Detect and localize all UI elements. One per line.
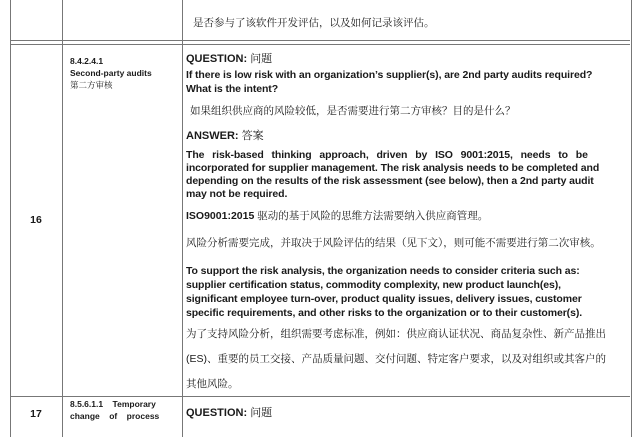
row-17-question-label: QUESTION:	[186, 407, 248, 419]
answer-label-zh: 答案	[241, 130, 264, 142]
row-16-number: 16	[30, 214, 42, 226]
row-17-question-label-zh: 问题	[250, 407, 273, 419]
answer-en-line1: The risk-based thinking approach, driven by ISO 9001:2015, needs to be	[186, 149, 588, 161]
iso-line	[186, 208, 488, 223]
question-zh: 如果组织供应商的风险较低，是否需要进行第二方审核？目的是什么？	[190, 105, 516, 117]
answer-en-line3: depending on the results of the risk assessment (see below), then a 2nd party audit	[186, 175, 594, 187]
support-en-line1: To support the risk analysis, the organization needs to consider criteria such as:	[186, 265, 580, 277]
question-en-line1: If there is low risk with an organization’s supplier(s), are 2nd party audits required?	[186, 69, 593, 81]
iso-prefix: ISO9001:2015	[186, 210, 255, 222]
question-label-zh: 问题	[250, 53, 273, 65]
answer-en-line2: incorporated for supplier management. The risk analysis needs to be completed and	[186, 162, 600, 174]
answer-en-line4: may not be required.	[186, 188, 288, 200]
risk-analysis-zh: 风险分析需要完成，并取决于风险评估的结果（见下文），则可能不需要进行第二次审核。	[186, 237, 601, 249]
clause-title-zh: 第二方审核	[70, 80, 113, 90]
table-border-right	[631, 0, 632, 437]
support-en-line3: significant employee turn-over, product quality issues, delivery issues, customer	[186, 293, 582, 305]
row-divider-top-inner	[10, 44, 630, 45]
support-zh-line3: 其他风险。	[186, 378, 239, 390]
support-en-line2: supplier certification status, commodity complexity, new product launch(es),	[186, 279, 561, 291]
question-heading	[186, 50, 272, 66]
support-zh-line1: 为了支持风险分析，组织需要考虑标准，例如：供应商认证状况、商品复杂性、新产品推出	[186, 328, 606, 340]
table-divider-number	[62, 0, 63, 437]
support-en-line4: specific requirements, and other risks to the organization or to their customer(s).	[186, 307, 583, 319]
clause-title: Second-party audits	[70, 68, 152, 78]
answer-label: ANSWER:	[186, 130, 239, 142]
clause-number: 8.4.2.4.1	[70, 56, 104, 66]
row-divider-top	[10, 40, 630, 41]
table-divider-clause	[182, 0, 183, 437]
support-zh-line2: (ES)、重要的员工交接、产品质量问题、交付问题、特定客户要求，以及对组织或其客户的	[186, 353, 606, 365]
row-divider-bottom	[10, 396, 630, 397]
top-row-chinese-text: 是否参与了该软件开发评估，以及如何记录该评估。	[193, 17, 435, 29]
answer-heading	[186, 127, 264, 143]
question-label: QUESTION:	[186, 53, 248, 65]
row-17-clause-line2: change of process	[70, 411, 160, 421]
row-17-question-heading	[186, 404, 272, 420]
row-17-clause-line1: 8.5.6.1.1 Temporary	[70, 399, 156, 409]
table-border-left	[10, 0, 11, 437]
row-17-number: 17	[30, 408, 42, 420]
question-en-line2: What is the intent?	[186, 83, 279, 95]
iso-zh: 驱动的基于风险的思维方法需要纳入供应商管理。	[257, 210, 489, 222]
